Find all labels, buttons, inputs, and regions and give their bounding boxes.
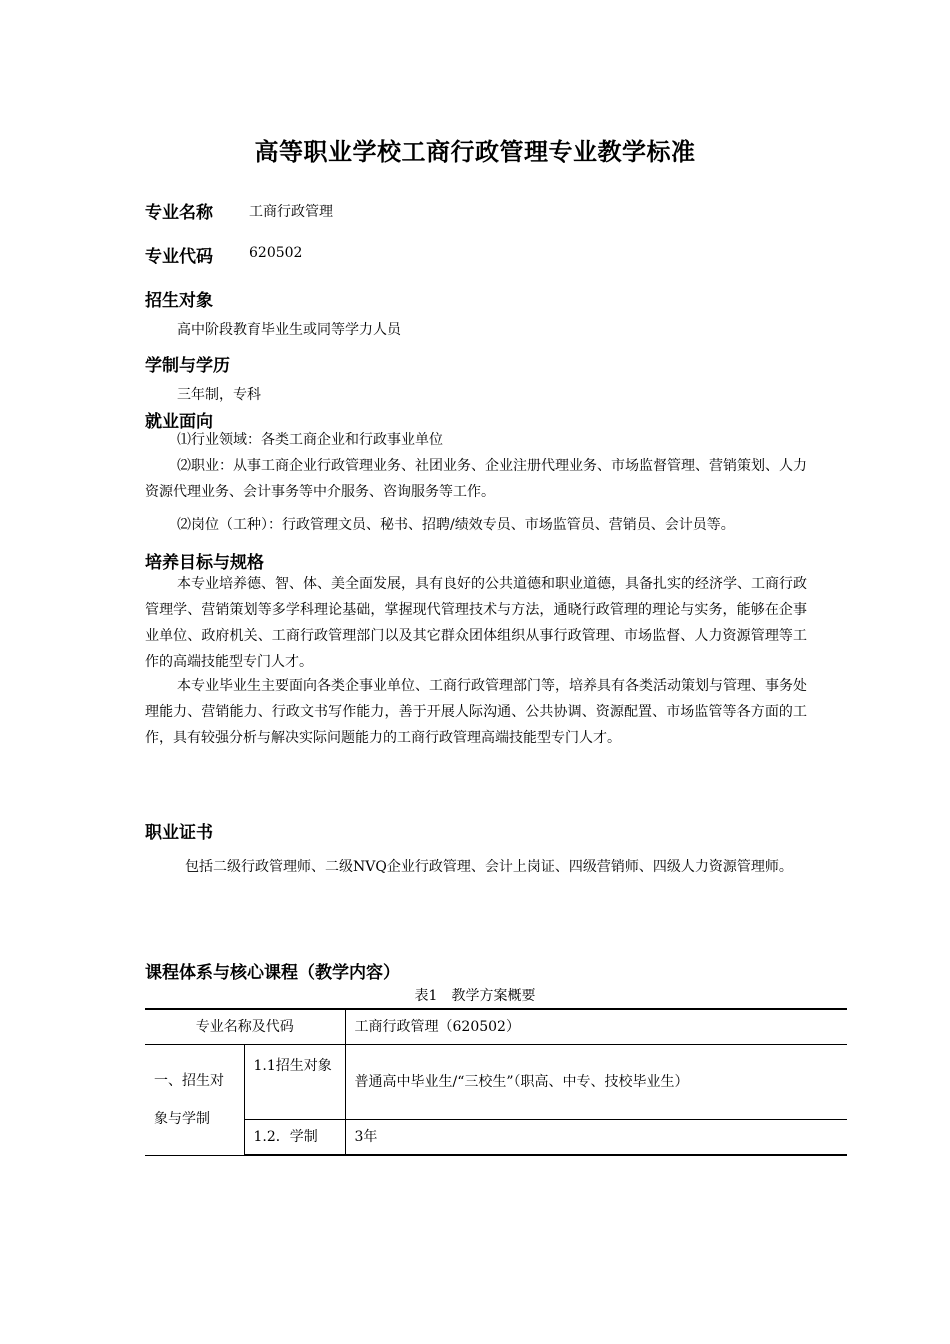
table-row [145, 1120, 847, 1156]
table-row [145, 1009, 847, 1045]
goals-paragraph-2: 本专业毕业生主要面向各类企事业单位、工商行政管理部门等，培养具有各类活动策划与管理、事务处理能力、营销能力、行政文书写作能力，善于开展人际沟通、公共协调、资源配置、市场监管等各方面的工作，具有较强分析与解决实际问题能力的工商行政管理高端技能型专门人才。 [145, 678, 807, 746]
table-caption: 表1 教学方案概要 [414, 988, 536, 1004]
table-header-label: 专业名称及代码 [145, 1009, 345, 1045]
schooling-text: 三年制，专科 [177, 387, 261, 403]
enrollment-heading: 招生对象 [145, 291, 213, 311]
major-code-label: 专业代码 [145, 247, 213, 267]
employment-industry: ⑴行业领域：各类工商企业和行政事业单位 [177, 432, 443, 448]
employment-heading: 就业面向 [145, 412, 213, 432]
certificates-heading: 职业证书 [145, 823, 213, 843]
major-name-value: 工商行政管理 [249, 204, 333, 220]
enrollment-text: 高中阶段教育毕业生或同等学力人员 [177, 322, 401, 338]
document-title: 高等职业学校工商行政管理专业教学标准 [254, 138, 696, 166]
major-name-label: 专业名称 [145, 203, 213, 223]
goals-paragraph-1: 本专业培养德、智、体、美全面发展，具有良好的公共道德和职业道德，具备扎实的经济学、工商行政管理学、营销策划等多学科理论基础，掌握现代管理技术与方法，通晓行政管理的理论与实务，能够在企事业单位、政府机关、工商行政管理部门以及其它群众团体组织从事行政管理、市场监督、人力资源管理等工作的高端技能型专门人才。 [145, 576, 807, 670]
table-row [145, 1045, 847, 1120]
employment-position: ⑵岗位（工种）：行政管理文员、秘书、招聘/绩效专员、市场监管员、营销员、会计员等。 [177, 517, 735, 533]
major-code-value: 620502 [249, 245, 303, 261]
table-group-label: 一、招生对象与学制 [145, 1045, 244, 1156]
employment-occupation: ⑵职业：从事工商企业行政管理业务、社团业务、企业注册代理业务、市场监督管理、营销策划、人力资源代理业务、会计事务等中介服务、咨询服务等工作。 [145, 458, 807, 500]
table-row-label: 1.2．学制 [244, 1120, 345, 1156]
table-row-label: 1.1招生对象 [244, 1045, 345, 1120]
schooling-heading: 学制与学历 [145, 356, 230, 376]
curriculum-heading: 课程体系与核心课程（教学内容） [145, 963, 400, 983]
certificates-text: 包括二级行政管理师、二级NVQ企业行政管理、会计上岗证、四级营销师、四级人力资源管理师。 [185, 859, 793, 875]
table-row-value: 3年 [345, 1120, 847, 1156]
table-header-value: 工商行政管理（620502） [345, 1009, 847, 1045]
teaching-plan-table [145, 1008, 847, 1156]
goals-heading: 培养目标与规格 [145, 553, 264, 573]
table-row-value: 普通高中毕业生/“三校生”（职高、中专、技校毕业生） [345, 1045, 847, 1120]
